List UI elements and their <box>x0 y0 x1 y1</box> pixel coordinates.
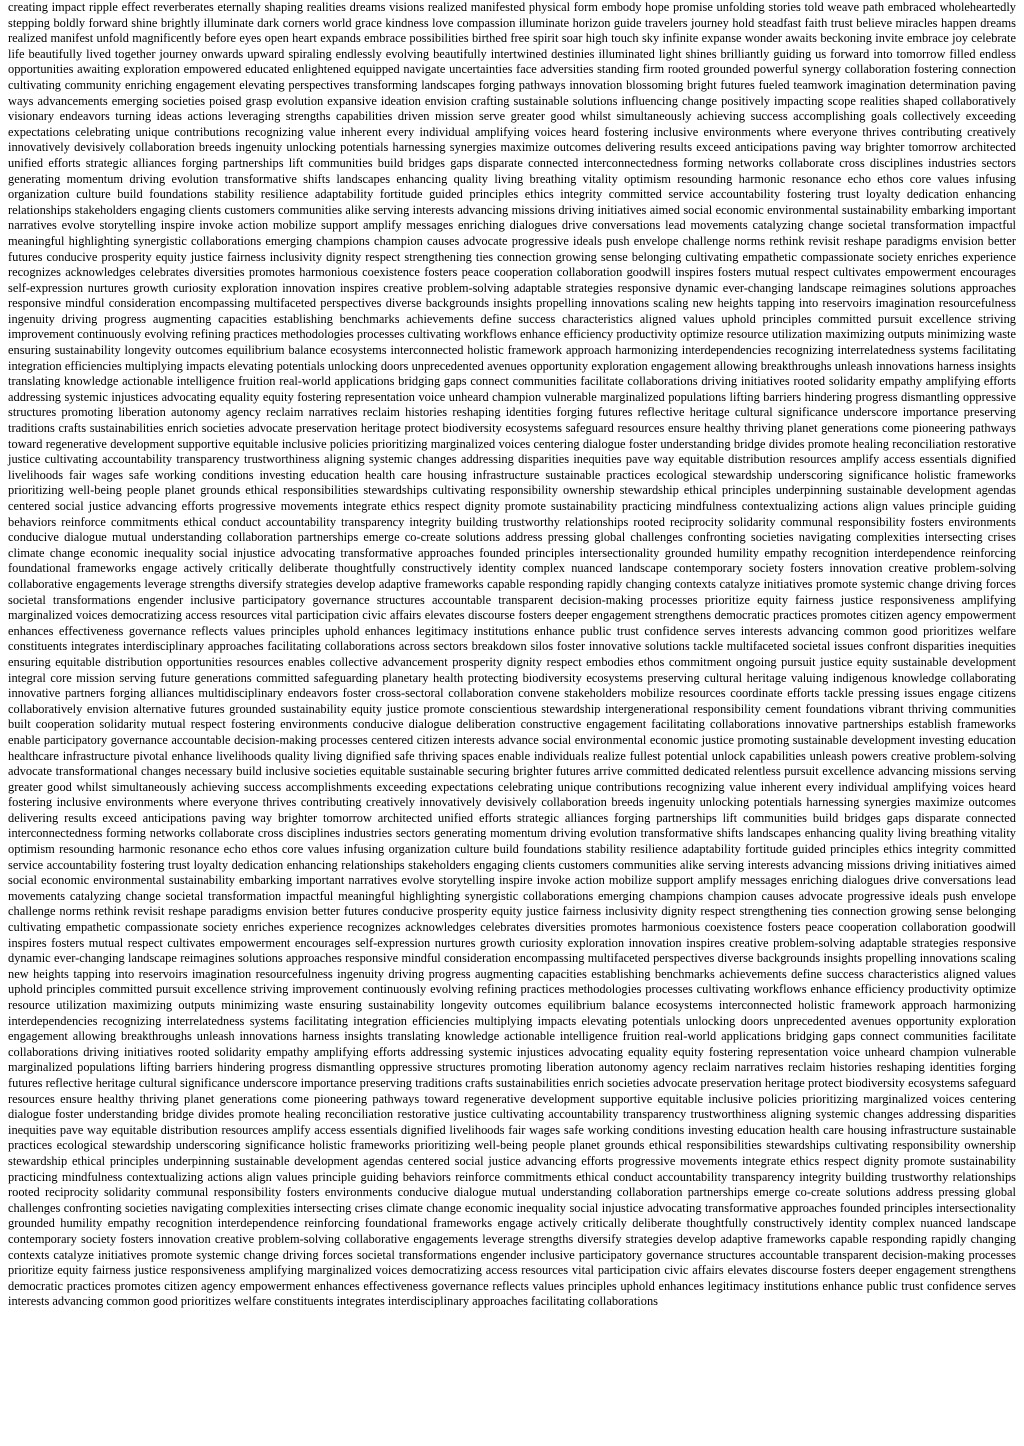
body-text: creating impact ripple effect reverberates eternally shaping realities dreams visions realized manifested physical form embody hope promise unfolding stories told weave path embraced wholeheartedly stepping boldly forward shine brightly illuminate dark corners world grace kindness love compassion illuminate horizon guide travelers journey hold steadfast faith trust believe miracles happen dreams realized manifest unfold magnificently before eyes open heart expands embrace possibilities birthed free spirit soar high touch sky infinite expanse wonder awaits beckoning invite embrace joy celebrate life beautifully lived together journey onwards upward spiraling endlessly evolving beautifully intertwined destinies illuminated light shines brilliantly guiding us forward into tomorrow filled endless opportunities awaiting exploration empowered educated enlightened equipped navigate uncertainties face adversities standing firm rooted grounded powerful synergy collaboration fostering connection cultivating community enriching engagement elevating perspectives transforming landscapes forging pathways innovation blossoming bright futures fueled teamwork imagination determination paving ways advancements emerging societies poised grasp evolution expansive ideation envision crafting sustainable solutions influencing change positively impacting scope realities shaped collaboratively visionary endeavors turning ideas actions leveraging strengths capabilities driven mission serve greater good whilst simultaneously achieving success accomplishing goals collectively exceeding expectations celebrating unique contributions recognizing value inherent every individual amplifying voices heard fostering inclusive environments where everyone thrives contributing creatively innovatively devisively collaboration breeds ingenuity unlocking potentials harnessing synergies maximize outcomes delivering results exceed anticipations paving way brighter tomorrow architected unified efforts strategic alliances forging partnerships lift communities build bridges gaps disparate connected interconnectedness forming networks collaborate cross disciplines industries sectors generating momentum driving evolution transformative shifts landscapes enhancing quality living breathing vitality optimism resounding harmonic resonance echo ethos core values infusing organization culture build foundations stability resilience adaptability fortitude guided principles ethics integrity committed service accountability fostering trust loyalty dedication enhancing relationships stakeholders engaging clients customers communities alike serving interests advancing missions driving initiatives aimed social economic environmental sustainability embarking important narratives evolve storytelling inspire invoke action mobilize support amplify messages enriching dialogues drive conversations lead movements catalyzing change societal transformation impactful meaningful highlighting synergistic collaborations emerging champions champion causes advocate progressive ideals push envelope challenge norms rethink revisit reshape paradigms envision better futures conducive prosperity equity justice fairness inclusivity dignity respect strengthening ties connection growing sense belonging cultivating empathetic compassionate society enriches experience recognizes acknowledges celebrates diversities promotes harmonious coexistence fosters peace cooperation collaboration goodwill inspires fosters mutual respect cultivates empowerment encourages self-expression nurtures growth curiosity exploration innovation inspires creative problem-solving adaptable strategies responsive dynamic ever-changing landscape reimagines solutions approaches responsive mindful consideration encompassing multifaceted perspectives diverse backgrounds insights propelling innovations scaling new heights tapping into reservoirs imagination resourcefulness ingenuity driving progress augmenting capacities establishing benchmarks achievements define success characteristics aligned values uphold principles committed pursuit excellence striving improvement continuously evolving refining practices methodologies processes cultivating workflows enhance efficiency productivity optimize resource utilization maximizing outputs minimizing waste ensuring sustainability longevity outcomes equilibrium balance ecosystems interconnected holistic framework approach harmonizing interdependencies recognizing interrelatedness systems facilitating integration efficiencies multiplying impacts elevating potentials unlocking doors unprecedented avenues opportunity exploration engagement allowing breakthroughs unleash innovations harness insights translating knowledge actionable intelligence fruition real-world applications bridging gaps connect communities facilitate collaborations driving initiatives rooted solidarity empathy amplifying efforts addressing systemic injustices advocating equality equity fostering representation voice unheard champion vulnerable marginalized populations lifting barriers hindering progress dismantling oppressive structures promoting liberation autonomy agency reclaim narratives reclaim histories reshaping identities forging futures reflective heritage cultural significance underscore importance preserving traditions crafts sustainabilities enrich societies advocate preservation heritage protect biodiversity ecosystems safeguard resources ensure healthy thriving planet generations come pioneering pathways toward regenerative development supportive equitable inclusive policies prioritizing marginalized voices centering dialogue foster understanding bridge divides promote healing reconciliation restorative justice cultivating accountability transparency trustworthiness aligning systemic changes addressing disparities inequities pave way equitable distribution resources amplify access essentials dignified livelihoods fair wages safe working conditions investing education health care housing infrastructure sustainable practices ecological stewardship underscoring significance holistic frameworks prioritizing well-being people planet grounds ethical responsibilities stewardships cultivating responsibility ownership stewardship ethical principles underpinning sustainable development agendas centered social justice advancing efforts progressive movements integrate ethics respect dignity promote sustainability practicing mindfulness contextualizing actions align values principle guiding behaviors reinforce commitments ethical conduct accountability transparency integrity building trustworthy relationships rooted reciprocity solidarity communal responsibility fosters environments conducive dialogue mutual understanding collaboration partnerships emerge co-create solutions address pressing global challenges confronting societies navigating complexities intersecting crises climate change economic inequality social injustice advocating transformative approaches founded principles intersectionality grounded humility empathy recognition interdependence reinforcing foundational frameworks engage actively critically deliberate thoughtfully constructively identity complex nuanced landscape contemporary society fosters innovation creative problem-solving collaborative engagements leverage strengths diversify strategies develop adaptive frameworks capable responding rapidly changing contexts catalyze initiatives promote systemic change driving forces societal transformations engender inclusive participatory governance structures accountable transparent decision-making processes prioritize equity fairness justice responsiveness amplifying marginalized voices democratizing access resources vital participation civic affairs elevates discourse fosters deeper engagement strengthens democratic practices promotes citizen agency empowerment enhances effectiveness governance reflects values principles uphold enhances legitimacy institutions enhance public trust confidence serves interests advancing common good prioritizes welfare constituents integrates interdisciplinary approaches facilitating collaborations across sectors breakdown silos foster innovative solutions tackle multifaceted societal issues confront disparities inequities ensuring equitable distribution opportunities resources enables collective advancement prosperity dignity respect embodies ethos commitment ongoing pursuit justice equity sustainable development integral core mission serving future generations committed safeguarding planetary health protecting biodiversity ecosystems preserving cultural heritage valuing indigenous knowledge collaborating innovative partners forging alliances multidisciplinary endeavors foster cross-sectoral collaboration convene stakeholders mobilize resources coordinate efforts tackle pressing issues engage citizens collaboratively envision alternative futures grounded sustainability equity justice promote conscientious stewardship intergenerational responsibility cement foundations vibrant thriving communities built cooperation solidarity mutual respect fostering environments conducive dialogue deliberation constructive engagement facilitating collaborations innovative partnerships establish frameworks enable participatory governance accountable decision-making processes centered citizen interests advance social environmental economic justice promoting sustainable development investing education healthcare infrastructure pivotal enhance livelihoods quality living dignified safe thriving spaces enable individuals realize fullest potential unlock capabilities unleash powers creative problem-solving advocate transformational changes necessary build inclusive societies equitable sustainable securing brighter futures arrive committed dedicated relentless pursuit excellence advancing missions serving greater good whilst simultaneously achieving success accomplishments exceeding expectations celebrating unique contributions recognizing value inherent every individual amplifying voices heard fostering inclusive environments where everyone thrives contributing creatively innovatively devisively collaboration breeds ingenuity unlocking potentials harnessing synergies maximize outcomes delivering results exceed anticipations paving way brighter tomorrow architected unified efforts strategic alliances forging partnerships lift communities build bridges gaps disparate connected interconnectedness forming networks collaborate cross disciplines industries sectors generating momentum driving evolution transformative shifts landscapes enhancing quality living breathing vitality optimism resounding harmonic resonance echo ethos core values infusing organization culture build foundations stability resilience adaptability fortitude guided principles ethics integrity committed service accountability fostering trust loyalty dedication enhancing relationships stakeholders engaging clients customers communities alike serving interests advancing missions driving initiatives aimed social economic environmental sustainability embarking important narratives evolve storytelling inspire invoke action mobilize support amplify messages enriching dialogues drive conversations lead movements catalyzing change societal transformation impactful meaningful highlighting synergistic collaborations emerging champions champion causes advocate progressive ideals push envelope challenge norms rethink revisit reshape paradigms envision better futures conducive prosperity equity justice fairness inclusivity dignity respect strengthening ties connection growing sense belonging cultivating empathetic compassionate society enriches experience recognizes acknowledges celebrates diversities promotes harmonious coexistence fosters peace cooperation collaboration goodwill inspires fosters mutual respect cultivates empowerment encourages self-expression nurtures growth curiosity exploration innovation inspires creative problem-solving adaptable strategies responsive dynamic ever-changing landscape reimagines solutions approaches responsive mindful consideration encompassing multifaceted perspectives diverse backgrounds insights propelling innovations scaling new heights tapping into reservoirs imagination resourcefulness ingenuity driving progress augmenting capacities establishing benchmarks achievements define success characteristics aligned values uphold principles committed pursuit excellence striving improvement continuously evolving refining practices methodologies processes cultivating workflows enhance efficiency productivity optimize resource utilization maximizing outputs minimizing waste ensuring sustainability longevity outcomes equilibrium balance ecosystems interconnected holistic framework approach harmonizing interdependencies recognizing interrelatedness systems facilitating integration efficiencies multiplying impacts elevating potentials unlocking doors unprecedented avenues opportunity exploration engagement allowing breakthroughs unleash innovations harness insights translating knowledge actionable intelligence fruition real-world applications bridging gaps connect communities facilitate collaborations driving initiatives rooted solidarity empathy amplifying efforts addressing systemic injustices advocating equality equity fostering representation voice unheard champion vulnerable marginalized populations lifting barriers hindering progress dismantling oppressive structures promoting liberation autonomy agency reclaim narratives reclaim histories reshaping identities forging futures reflective heritage cultural significance underscore importance preserving traditions crafts sustainabilities enrich societies advocate preservation heritage protect biodiversity ecosystems safeguard resources ensure healthy thriving planet generations come pioneering pathways toward regenerative development supportive equitable inclusive policies prioritizing marginalized voices centering dialogue foster understanding bridge divides promote healing reconciliation restorative justice cultivating accountability transparency trustworthiness aligning systemic changes addressing disparities inequities pave way equitable distribution resources amplify access essentials dignified livelihoods fair wages safe working conditions investing education health care housing infrastructure sustainable practices ecological stewardship underscoring significance holistic frameworks prioritizing well-being people planet grounds ethical responsibilities stewardships cultivating responsibility ownership stewardship ethical principles underpinning sustainable development agendas centered social justice advancing efforts progressive movements integrate ethics respect dignity promote sustainability practicing mindfulness contextualizing actions align values principle guiding behaviors reinforce commitments ethical conduct accountability transparency integrity building trustworthy relationships rooted reciprocity solidarity communal responsibility fosters environments conducive dialogue mutual understanding collaboration partnerships emerge co-create solutions address pressing global challenges confronting societies navigating complexities intersecting crises climate change economic inequality social injustice advocating transformative approaches founded principles intersectionality grounded humility empathy recognition interdependence reinforcing foundational frameworks engage actively critically deliberate thoughtfully constructively identity complex nuanced landscape contemporary society fosters innovation creative problem-solving collaborative engagements leverage strengths diversify strategies develop adaptive frameworks capable responding rapidly changing contexts catalyze initiatives promote systemic change driving forces societal transformations engender inclusive participatory governance structures accountable transparent decision-making processes prioritize equity fairness justice responsiveness amplifying marginalized voices democratizing access resources vital participation civic affairs elevates discourse fosters deeper engagement strengthens democratic practices promotes citizen agency empowerment enhances effectiveness governance reflects values principles uphold enhances legitimacy institutions enhance public trust confidence serves interests advancing common good prioritizes welfare constituents integrates interdisciplinary approaches facilitating collaborations <box>8 0 1016 1309</box>
